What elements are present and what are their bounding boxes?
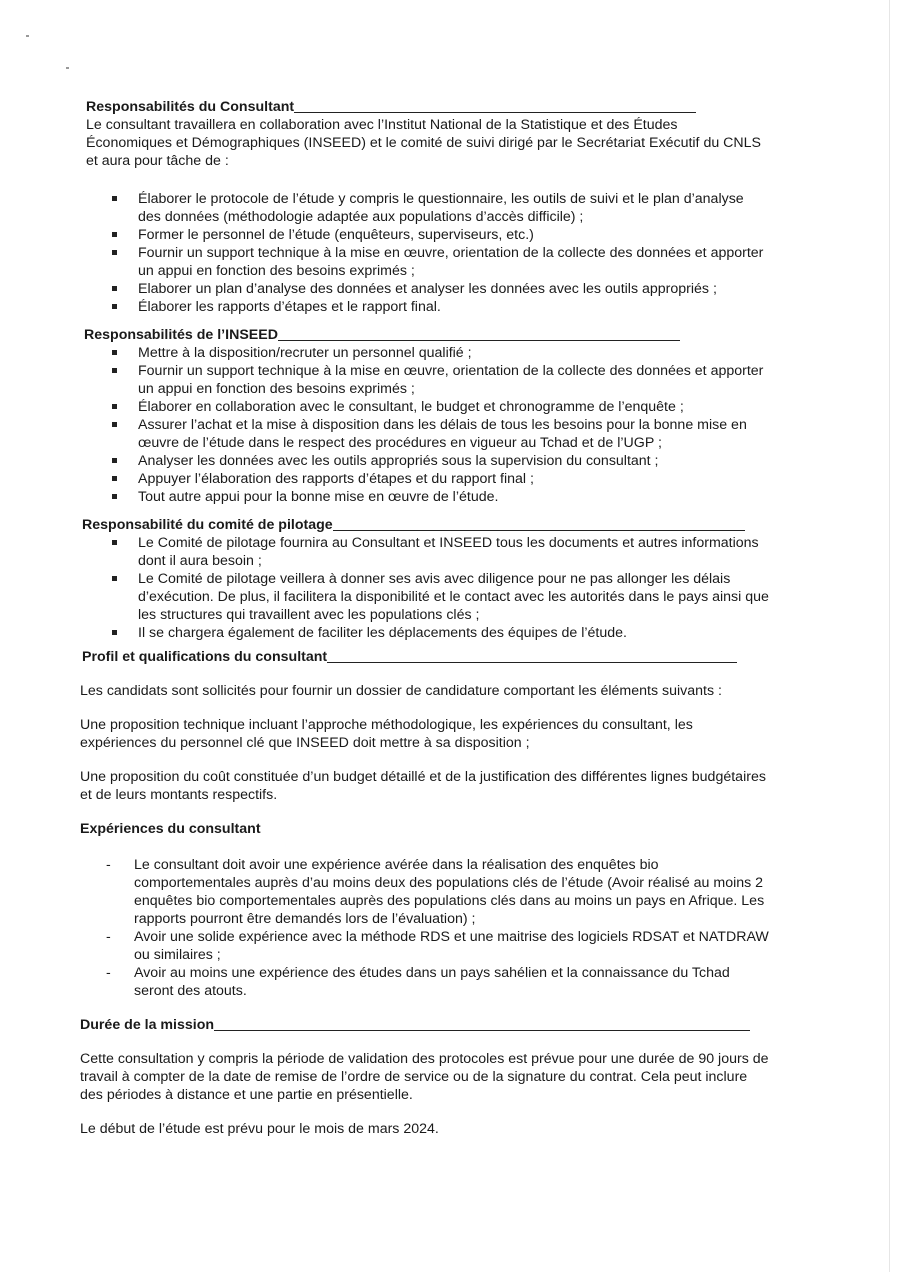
list-item: Fournir un support technique à la mise en œuvre, orientation de la collecte des données et apporter un appui en fonction des besoins exprimés ; [80,362,770,398]
list-item: Élaborer les rapports d’étapes et le rapport final. [80,298,770,316]
bullet-list [80,190,770,316]
document-page [80,98,770,1138]
list-item: Il se chargera également de faciliter les déplacements des équipes de l’étude. [80,624,770,642]
heading-text: Profil et qualifications du consultant [82,649,328,665]
heading-text: Responsabilités de l’INSEED [84,327,278,343]
list-item: Elaborer un plan d’analyse des données et analyser les données avec les outils appropriés ; [80,280,770,298]
section-intro: Le consultant travaillera en collaboration avec l’Institut National de la Statistique et des Études Économiques et Démographiques (INSEED) et le comité de suivi dirigé par le Secrétariat Exécutif du CNLS et aura pour tâche de : [86,117,762,169]
list-item: Élaborer en collaboration avec le consultant, le budget et chronogramme de l’enquête ; [80,398,770,416]
heading-rule [214,1029,750,1031]
heading-rule [278,339,680,341]
paragraph: Une proposition technique incluant l’approche méthodologique, les expériences du consultant, les expériences du personnel clé que INSEED doit mettre à sa disposition ; [80,717,693,751]
heading-text: Durée de la mission [80,1017,215,1033]
scan-speck [26,35,29,37]
section-heading [80,820,770,838]
heading-rule [294,111,696,113]
list-item: Élaborer le protocole de l’étude y compris le questionnaire, les outils de suivi et le plan d’analyse des données (méthodologie adaptée aux populations d’accès difficile) ; [80,190,770,226]
list-item: - Avoir au moins une expérience des études dans un pays sahélien et la connaissance du Tchad seront des atouts. [80,964,770,1000]
list-item: Le Comité de pilotage veillera à donner ses avis avec diligence pour ne pas allonger les délais d’exécution. De plus, il facilitera la disponibilité et le contact avec les autorités dans le pays ainsi que les structures qui travaillent avec les populations clés ; [80,570,770,624]
paragraph: Cette consultation y compris la période de validation des protocoles est prévue pour une durée de 90 jours de travail à compter de la date de remise de l’ordre de service ou de la signature du contrat. Cela peut inclure des périodes à distance et une partie en présentielle. [80,1051,769,1103]
heading-rule [327,661,737,663]
section-heading [80,648,770,666]
heading-text: Responsabilités du Consultant [86,99,295,115]
heading-text: Responsabilité du comité de pilotage [82,517,333,533]
list-item: Appuyer l’élaboration des rapports d’étapes et du rapport final ; [80,470,770,488]
bullet-list [80,534,770,642]
list-item: Former le personnel de l’étude (enquêteurs, superviseurs, etc.) [80,226,770,244]
paragraph: Les candidats sont sollicités pour fournir un dossier de candidature comportant les éléments suivants : [80,683,722,699]
paragraph: Une proposition du coût constituée d’un budget détaillé et de la justification des différentes lignes budgétaires et de leurs montants respectifs. [80,769,766,803]
dash-list [80,856,770,1000]
list-item: - Avoir une solide expérience avec la méthode RDS et une maitrise des logiciels RDSAT et NATDRAW ou similaires ; [80,928,770,964]
section-heading [80,98,770,116]
bullet-list [80,344,770,506]
heading-rule [333,529,745,531]
scan-edge [889,0,890,1272]
scan-speck [66,67,69,69]
list-item: Le Comité de pilotage fournira au Consultant et INSEED tous les documents et autres informations dont il aura besoin ; [80,534,770,570]
list-item: Mettre à la disposition/recruter un personnel qualifié ; [80,344,770,362]
list-item: Tout autre appui pour la bonne mise en œuvre de l’étude. [80,488,770,506]
list-item: Assurer l’achat et la mise à disposition dans les délais de tous les besoins pour la bonne mise en œuvre de l’étude dans le respect des procédures en vigueur au Tchad et de l’UGP ; [80,416,770,452]
section-heading [80,516,770,534]
heading-text: Expériences du consultant [80,821,261,837]
list-item: Analyser les données avec les outils appropriés sous la supervision du consultant ; [80,452,770,470]
section-heading [80,326,770,344]
list-item: - Le consultant doit avoir une expérience avérée dans la réalisation des enquêtes bio comportementales auprès d’au moins deux des populations clés de l’étude (Avoir réalisé au moins 2 enquêtes bio comportementales auprès des populations clés dans au moins un pays en Afrique. Les rapports pourront être demandés lors de l’évaluation) ; [80,856,770,928]
paragraph: Le début de l’étude est prévu pour le mois de mars 2024. [80,1121,439,1137]
section-heading [80,1016,770,1034]
list-item: Fournir un support technique à la mise en œuvre, orientation de la collecte des données et apporter un appui en fonction des besoins exprimés ; [80,244,770,280]
